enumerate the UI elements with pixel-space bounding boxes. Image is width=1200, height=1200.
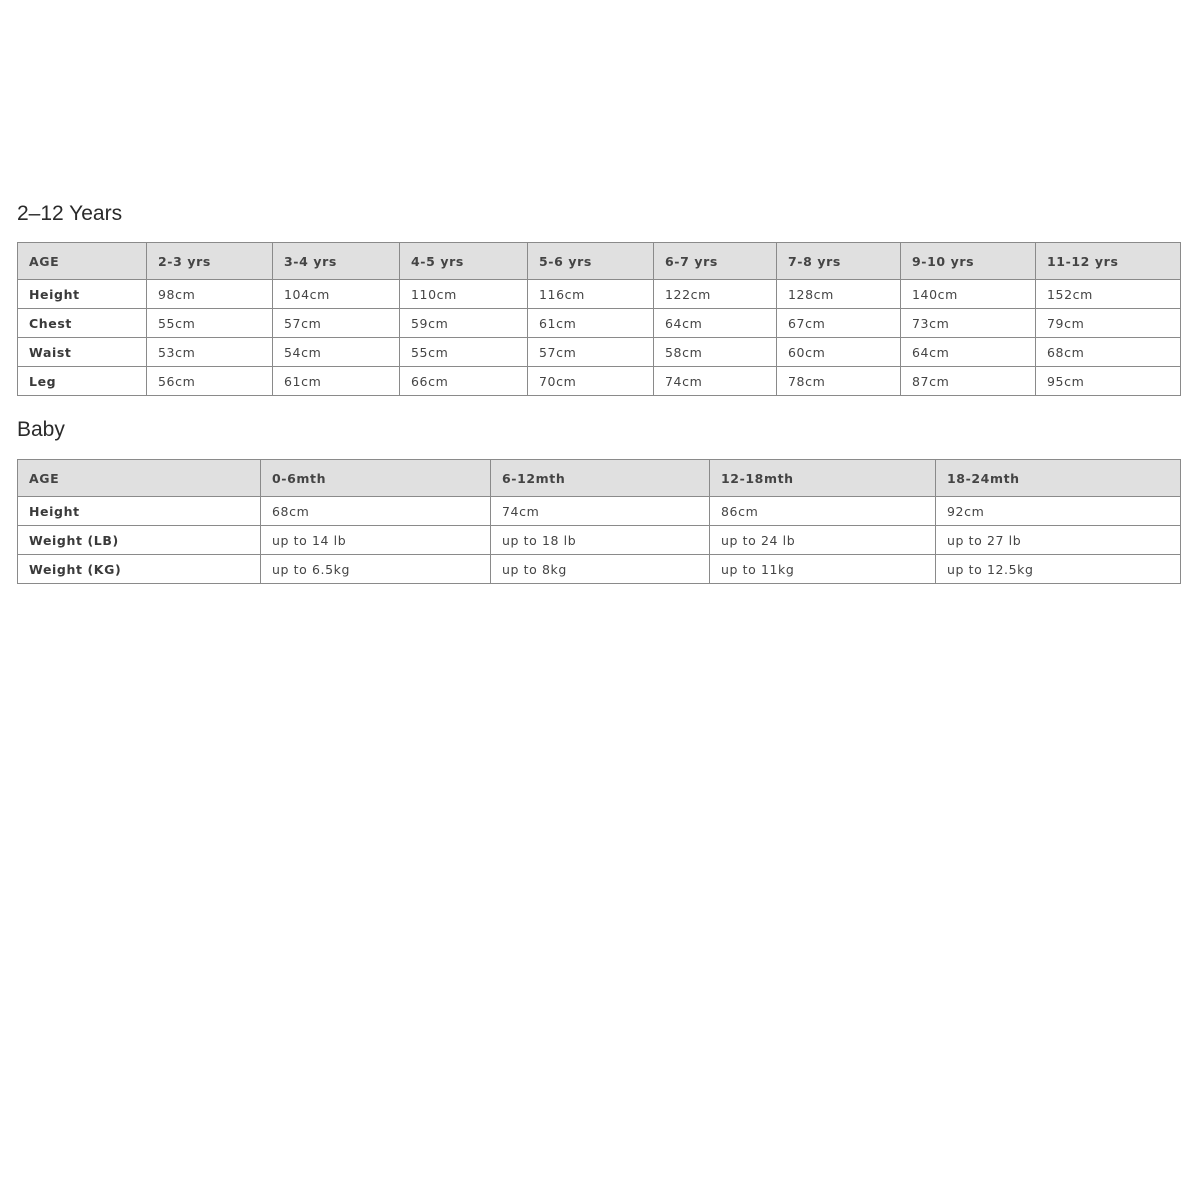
column-header: 11-12 yrs xyxy=(1036,243,1181,280)
column-header: AGE xyxy=(18,243,147,280)
table-row xyxy=(18,367,1181,396)
table-cell: 74cm xyxy=(491,497,710,526)
table-cell: 66cm xyxy=(400,367,528,396)
table-cell: up to 24 lb xyxy=(710,526,936,555)
row-label: Waist xyxy=(18,338,147,367)
table-row xyxy=(18,309,1181,338)
table-cell: 64cm xyxy=(901,338,1036,367)
table-cell: up to 11kg xyxy=(710,555,936,584)
table-cell: 95cm xyxy=(1036,367,1181,396)
size-table-baby xyxy=(17,459,1181,584)
column-header: AGE xyxy=(18,460,261,497)
table-cell: 152cm xyxy=(1036,280,1181,309)
row-label: Weight (LB) xyxy=(18,526,261,555)
row-label: Height xyxy=(18,497,261,526)
table-cell: 57cm xyxy=(528,338,654,367)
table-cell: 53cm xyxy=(147,338,273,367)
column-header: 7-8 yrs xyxy=(777,243,901,280)
table-cell: 78cm xyxy=(777,367,901,396)
table-cell: 98cm xyxy=(147,280,273,309)
table-cell: 55cm xyxy=(400,338,528,367)
row-label: Leg xyxy=(18,367,147,396)
column-header: 12-18mth xyxy=(710,460,936,497)
column-header: 2-3 yrs xyxy=(147,243,273,280)
table-cell: 61cm xyxy=(528,309,654,338)
table-cell: up to 18 lb xyxy=(491,526,710,555)
table-row xyxy=(18,497,1181,526)
table-cell: 60cm xyxy=(777,338,901,367)
table-cell: 110cm xyxy=(400,280,528,309)
table-cell: up to 6.5kg xyxy=(261,555,491,584)
table-row xyxy=(18,526,1181,555)
table-cell: 64cm xyxy=(654,309,777,338)
table-row xyxy=(18,555,1181,584)
table-header-row xyxy=(18,243,1181,280)
column-header: 6-7 yrs xyxy=(654,243,777,280)
table-row xyxy=(18,338,1181,367)
table-cell: 56cm xyxy=(147,367,273,396)
table-cell: 58cm xyxy=(654,338,777,367)
table-cell: 86cm xyxy=(710,497,936,526)
column-header: 3-4 yrs xyxy=(273,243,400,280)
table-cell: 122cm xyxy=(654,280,777,309)
size-table-2-12-years xyxy=(17,242,1181,396)
column-header: 18-24mth xyxy=(936,460,1181,497)
table-cell: 74cm xyxy=(654,367,777,396)
row-label: Height xyxy=(18,280,147,309)
table-header-row xyxy=(18,460,1181,497)
table-cell: 68cm xyxy=(1036,338,1181,367)
row-label: Weight (KG) xyxy=(18,555,261,584)
table-cell: 57cm xyxy=(273,309,400,338)
table-row xyxy=(18,280,1181,309)
table-cell: 104cm xyxy=(273,280,400,309)
table-cell: 67cm xyxy=(777,309,901,338)
table-cell: 140cm xyxy=(901,280,1036,309)
table-cell: 55cm xyxy=(147,309,273,338)
table-cell: up to 14 lb xyxy=(261,526,491,555)
table-cell: 59cm xyxy=(400,309,528,338)
table-cell: up to 27 lb xyxy=(936,526,1181,555)
column-header: 0-6mth xyxy=(261,460,491,497)
section-title-2-12-years: 2–12 Years xyxy=(17,202,123,225)
column-header: 5-6 yrs xyxy=(528,243,654,280)
table-cell: 128cm xyxy=(777,280,901,309)
table-cell: 68cm xyxy=(261,497,491,526)
row-label: Chest xyxy=(18,309,147,338)
column-header: 4-5 yrs xyxy=(400,243,528,280)
column-header: 9-10 yrs xyxy=(901,243,1036,280)
section-title-baby: Baby xyxy=(17,418,65,441)
table-cell: up to 8kg xyxy=(491,555,710,584)
table-cell: 61cm xyxy=(273,367,400,396)
column-header: 6-12mth xyxy=(491,460,710,497)
table-cell: up to 12.5kg xyxy=(936,555,1181,584)
table-cell: 73cm xyxy=(901,309,1036,338)
table-cell: 116cm xyxy=(528,280,654,309)
table-cell: 87cm xyxy=(901,367,1036,396)
table-cell: 70cm xyxy=(528,367,654,396)
table-cell: 54cm xyxy=(273,338,400,367)
table-cell: 79cm xyxy=(1036,309,1181,338)
table-cell: 92cm xyxy=(936,497,1181,526)
